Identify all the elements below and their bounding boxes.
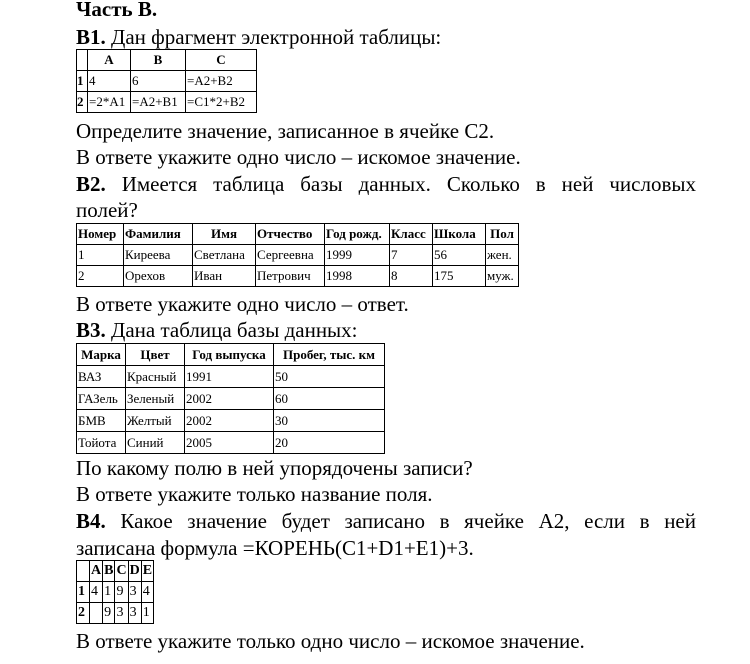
table-cell: 56 [433, 245, 486, 266]
table-cell: Киреева [124, 245, 193, 266]
table-row [77, 71, 257, 92]
part-title: Часть В. [76, 0, 158, 21]
column-header: Отчество [256, 224, 325, 245]
table-cell: 175 [433, 266, 486, 287]
column-header: Пол [486, 224, 519, 245]
row-header: 2 [77, 92, 88, 113]
table-cell: Иван [193, 266, 256, 287]
table-cell: 1 [103, 582, 115, 603]
table-cell: 30 [274, 410, 385, 432]
table-cell: 1999 [325, 245, 390, 266]
column-header: B [103, 561, 115, 582]
table-row [77, 582, 154, 603]
table-cell: Зеленый [126, 388, 185, 410]
table-row [77, 410, 385, 432]
corner-cell [77, 561, 90, 582]
table-cell: Орехов [124, 266, 193, 287]
table-cell: 2 [77, 266, 124, 287]
b1-heading [76, 25, 441, 49]
table-cell: =2*A1 [88, 92, 131, 113]
corner-cell [77, 50, 88, 71]
column-header: Имя [193, 224, 256, 245]
table-cell: БМВ [77, 410, 126, 432]
table-cell: =A2+B2 [186, 71, 257, 92]
column-header: Номер [77, 224, 124, 245]
table-cell: 9 [115, 582, 128, 603]
b2-heading [76, 172, 696, 196]
table-cell: Синий [126, 432, 185, 454]
column-header: A [90, 561, 103, 582]
table-cell: муж. [486, 266, 519, 287]
b1-label: В1. [76, 25, 106, 49]
b2-database-table [76, 223, 519, 287]
table-cell: 1 [77, 245, 124, 266]
b4-text-line2: записана формула =КОРЕНЬ(C1+D1+E1)+3. [76, 536, 474, 560]
table-cell: 1998 [325, 266, 390, 287]
table-row [77, 245, 519, 266]
b2-text-line1: Имеется таблица базы данных. Сколько в ней числовых [105, 172, 696, 196]
table-cell: 3 [128, 582, 141, 603]
table-cell: 2002 [185, 388, 274, 410]
table-cell: 4 [90, 582, 103, 603]
table-cell: Красный [126, 366, 185, 388]
b3-label: В3. [76, 318, 106, 342]
column-header: C [186, 50, 257, 71]
table-cell: =C1*2+B2 [186, 92, 257, 113]
column-header: Год выпуска [185, 344, 274, 366]
table-cell: Сергеевна [256, 245, 325, 266]
table-cell: Светлана [193, 245, 256, 266]
table-row [77, 603, 154, 624]
table-cell: ГАЗель [77, 388, 126, 410]
table-cell: ВАЗ [77, 366, 126, 388]
b3-text: Дана таблица базы данных: [105, 318, 358, 342]
table-cell [90, 603, 103, 624]
b3-question: По какому полю в ней упорядочены записи? [76, 456, 473, 480]
table-cell: =A2+B1 [131, 92, 186, 113]
b4-label: В4. [76, 509, 106, 533]
b4-spreadsheet-table [76, 560, 154, 624]
table-cell: 3 [128, 603, 141, 624]
column-header: Школа [433, 224, 486, 245]
column-header: D [128, 561, 141, 582]
b4-heading [76, 509, 696, 533]
column-header: C [115, 561, 128, 582]
b3-database-table [76, 343, 385, 454]
b3-heading [76, 318, 358, 342]
column-header: Пробег, тыс. км [274, 344, 385, 366]
table-cell: 3 [115, 603, 128, 624]
table-cell: 60 [274, 388, 385, 410]
table-cell: 1991 [185, 366, 274, 388]
table-cell: 6 [131, 71, 186, 92]
table-cell: Тойота [77, 432, 126, 454]
table-row [77, 388, 385, 410]
table-cell: 9 [103, 603, 115, 624]
b4-text-line1: Какое значение будет записано в ячейке А2, если в ней [105, 509, 696, 533]
table-cell: 1 [141, 603, 153, 624]
table-row [77, 266, 519, 287]
b3-answer-hint: В ответе укажите только название поля. [76, 482, 433, 506]
b4-answer-hint: В ответе укажите только одно число – искомое значение. [76, 629, 585, 653]
b2-text-line2: полей? [76, 198, 138, 222]
table-cell: 2005 [185, 432, 274, 454]
column-header: Фамилия [124, 224, 193, 245]
table-cell: 2002 [185, 410, 274, 432]
row-header: 1 [77, 71, 88, 92]
b1-spreadsheet-table [76, 49, 257, 113]
column-header: Цвет [126, 344, 185, 366]
column-header: Год рожд. [325, 224, 390, 245]
table-row [77, 432, 385, 454]
table-row [77, 366, 385, 388]
b1-question: Определите значение, записанное в ячейке C2. [76, 119, 495, 143]
table-cell: 7 [390, 245, 433, 266]
table-cell: 20 [274, 432, 385, 454]
b2-answer-hint: В ответе укажите одно число – ответ. [76, 292, 409, 316]
table-cell: Желтый [126, 410, 185, 432]
table-cell: жен. [486, 245, 519, 266]
column-header: Марка [77, 344, 126, 366]
row-header: 1 [77, 582, 90, 603]
row-header: 2 [77, 603, 90, 624]
column-header: Класс [390, 224, 433, 245]
table-cell: Петрович [256, 266, 325, 287]
table-cell: 50 [274, 366, 385, 388]
b1-answer-hint: В ответе укажите одно число – искомое значение. [76, 145, 521, 169]
table-cell: 4 [88, 71, 131, 92]
table-row [77, 92, 257, 113]
b2-label: В2. [76, 172, 106, 196]
b1-text: Дан фрагмент электронной таблицы: [105, 25, 442, 49]
table-cell: 4 [141, 582, 153, 603]
column-header: B [131, 50, 186, 71]
column-header: A [88, 50, 131, 71]
table-cell: 8 [390, 266, 433, 287]
column-header: E [141, 561, 153, 582]
